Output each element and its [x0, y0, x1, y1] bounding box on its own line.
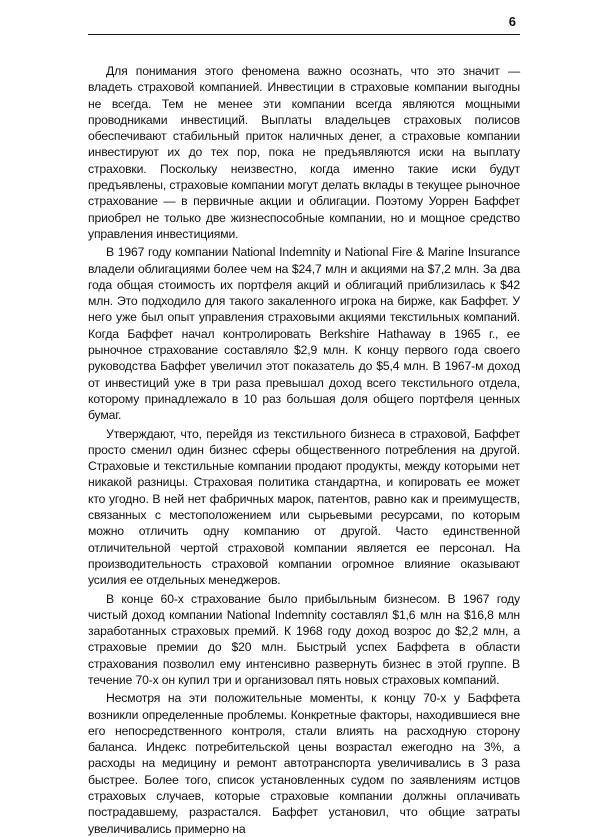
body-text	[88, 63, 520, 837]
paragraph: В 1967 году компании National Indemnity и National Fire & Marine Insurance владели облигациями более чем на $24,7 млн и акциями на $7,2 млн. За два года общая стоимость их портфеля акций и облигаций приблизилась к $42 млн. Это подходило для такого закаленного игрока на бирже, как Баффет. У него уже был опыт управления страховыми акциями текстильных компаний. Когда Баффет начал контролировать Berkshire Hathaway в 1965 г., ее рыночное страхование составляло $2,9 млн. К концу первого года своего руководства Баффет увеличил этот показатель до $5,4 млн. В 1967-м доход от инвестиций уже в три раза превышал доход всего текстильного отдела, которому принадлежало в 10 раз большая доля общего портфеля ценных бумаг.	[88, 245, 520, 423]
paragraph: Для понимания этого феномена важно осознать, что это значит — владеть страховой компанией. Инвестиции в страховые компании выгодны не всегда. Тем не менее эти компании всегда являются мощными проводниками инвестиций. Выплаты владельцев страховых полисов обеспечивают стабильный приток наличных денег, а страховые компании инвестируют их до тех пор, пока не предъявляются иски на выплату страховки. Поскольку неизвестно, когда именно такие иски будут предъявлены, страховые компании могут делать вклады в текущее рыночное страхование — в первичные акции и облигации. Поэтому Уоррен Баффет приобрел не только две жизнеспособные компании, но и мощное средство управления инвестициями.	[88, 64, 520, 241]
header-rule	[88, 34, 520, 35]
paragraph: Несмотря на эти положительные моменты, к концу 70-х у Баффета возникли определенные проблемы. Конкретные факторы, находившиеся вне его непосредственного контроля, стали влиять на расходную сторону баланса. Индекс потребительской цены возрастал ежегодно на 3%, а расходы на медицину и ремонт автотранспорта увеличивались в 3 раза быстрее. Более того, список установленных судом по заявлениям истцов страховых случаев, которые страховые компании должны оплачивать пострадавшему, разрастался. Баффет установил, что общие затраты увеличивались примерно на	[88, 691, 520, 836]
page-number: 6	[508, 14, 516, 29]
paragraph: В конце 60-х страхование было прибыльным бизнесом. В 1967 году чистый доход компании National Indemnity составлял $1,6 млн на $16,8 млн заработанных страховых премий. К 1968 году доход возрос до $2,2 млн, а страховые премии до $20 млн. Быстрый успех Баффета в области страхования позволил ему интенсивно развернуть бизнес в этой группе. В течение 70-х он купил три и организовал пять новых страховых компаний.	[88, 591, 520, 687]
paragraph: Утверждают, что, перейдя из текстильного бизнеса в страховой, Баффет просто сменил один бизнес сферы общественного потребления на другой. Страховые и текстильные компании продают продукты, между которыми нет никакой разницы. Страховая политика стандартна, и копировать ее может кто угодно. В ней нет фабричных марок, патентов, равно как и преимуществ, связанных с местоположением или сырьевыми ресурсами, по которым можно отличить одну компанию от другой. Часто единственной отличительной чертой страховой компании является ее персонал. На производительность страховой компании огромное влияние оказывают усилия ее отдельных менеджеров.	[88, 426, 520, 588]
